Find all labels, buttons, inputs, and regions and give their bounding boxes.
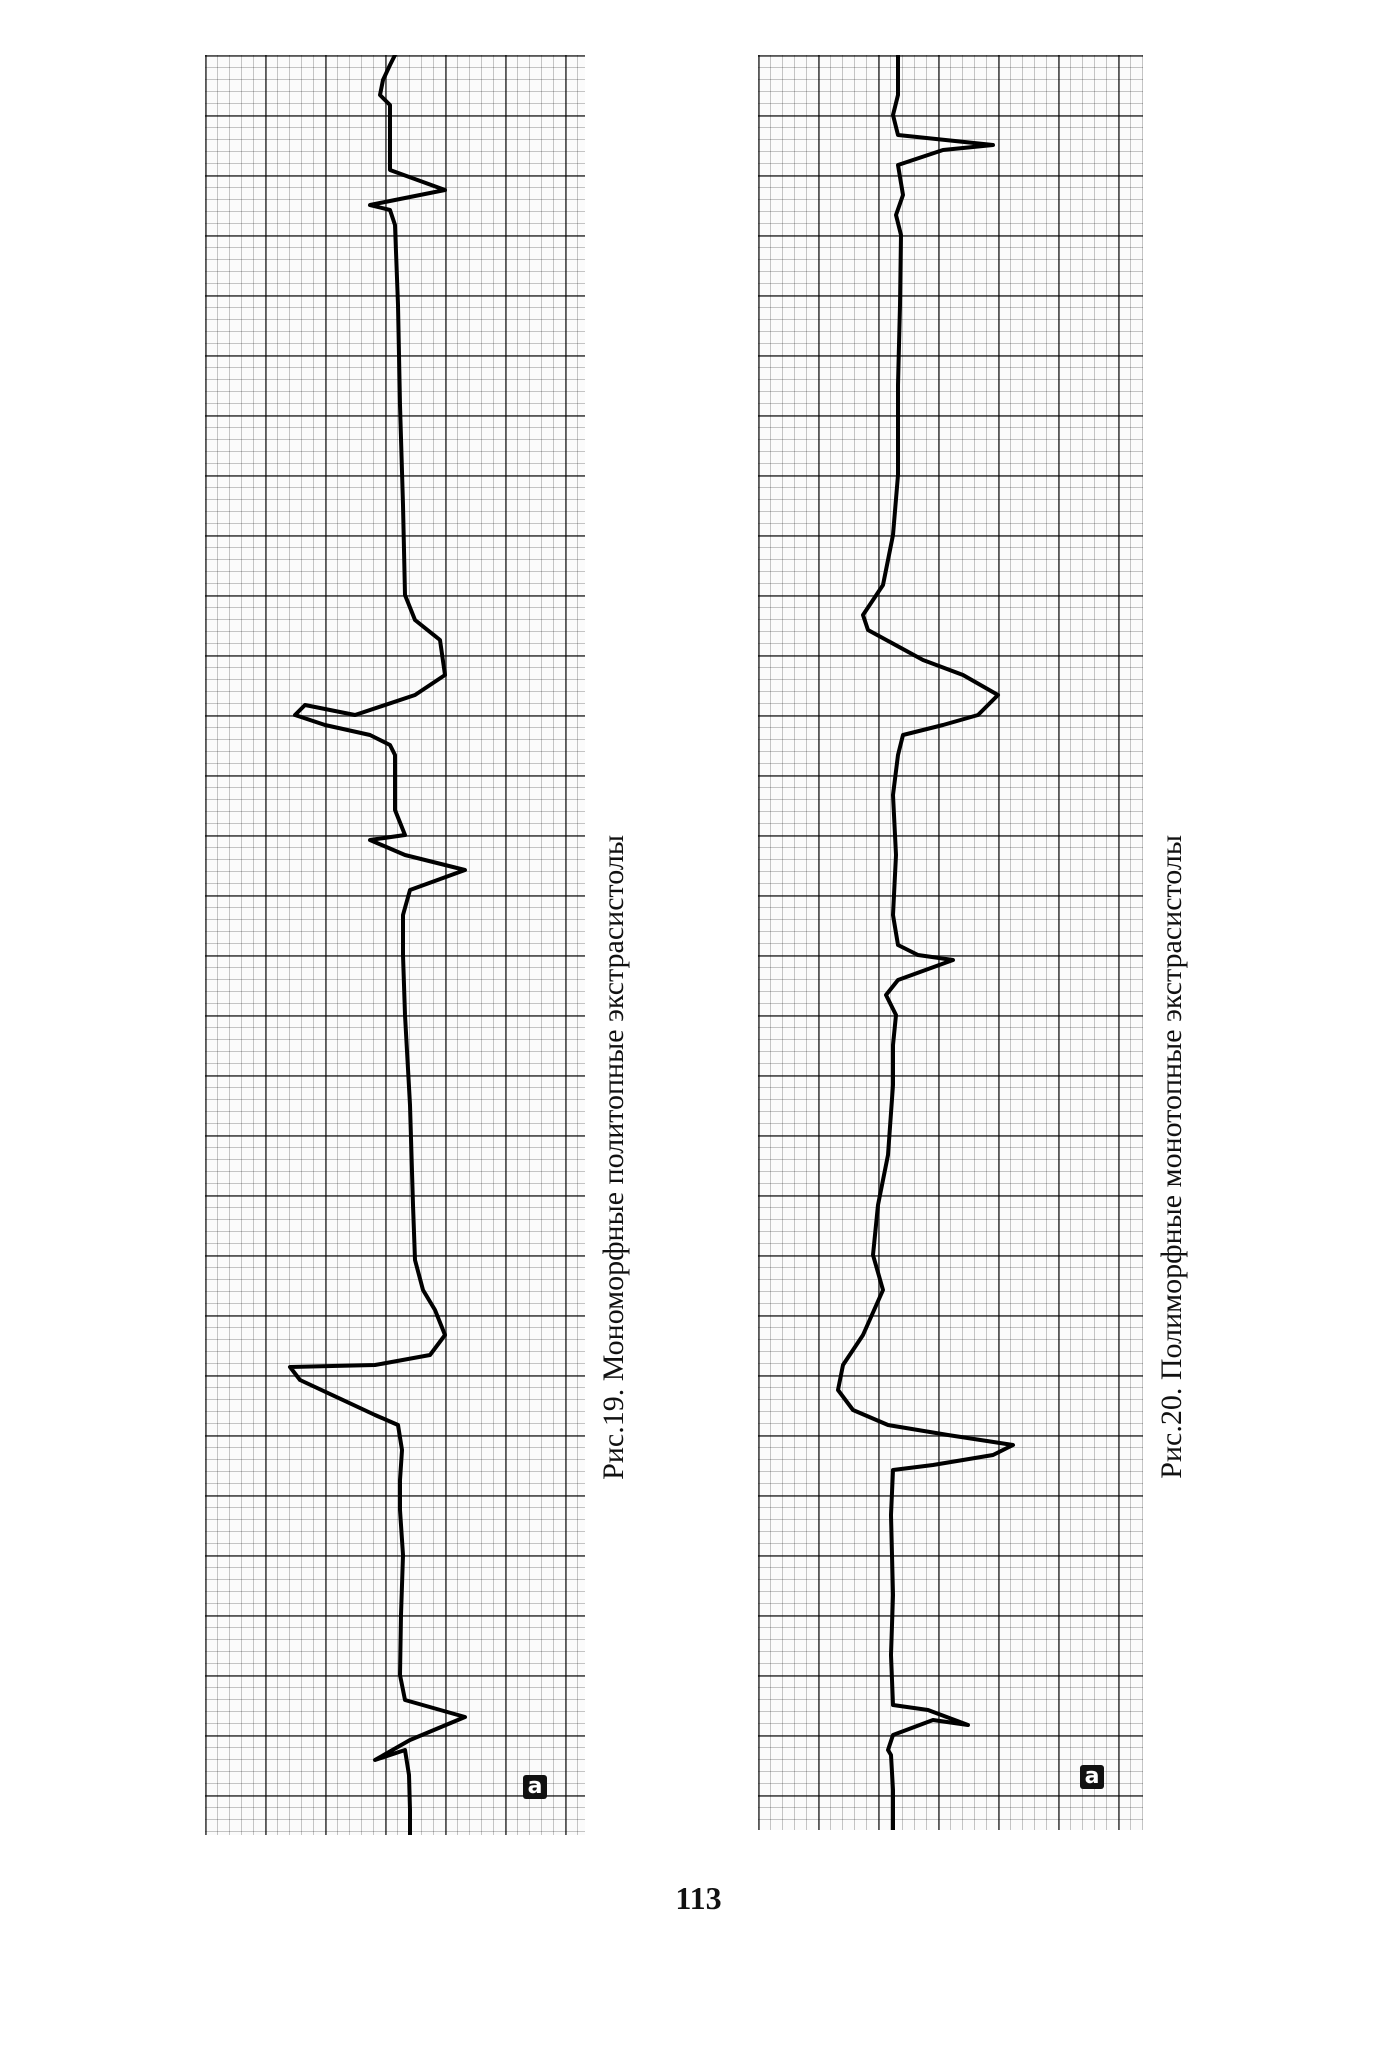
ecg-trace-fig20 (758, 55, 1143, 1830)
ecg-strip-fig20 (758, 55, 1143, 1830)
caption-fig20: Рис.20. Полиморфные монотопные экстрасистолы (1155, 835, 1188, 1479)
page-number: 113 (675, 1880, 722, 1916)
lead-mark-fig20: а (1080, 1765, 1104, 1789)
caption-fig19: Рис.19. Мономорфные политопные экстрасистолы (597, 835, 630, 1480)
ecg-trace-fig19 (205, 55, 585, 1835)
lead-mark-fig19: а (523, 1775, 547, 1799)
ecg-trace-fig20-line (838, 55, 1013, 1830)
ecg-trace-fig19-line (290, 55, 465, 1835)
ecg-strip-fig19 (205, 55, 585, 1835)
